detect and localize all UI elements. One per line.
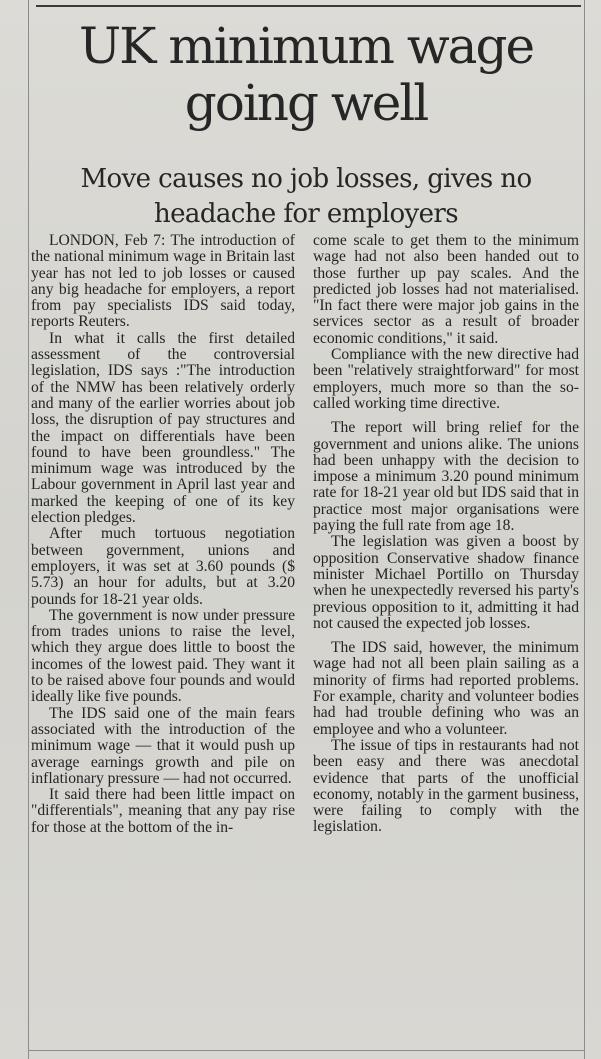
left-column [31, 233, 295, 836]
paragraph: After much tortuous negotiation between government, unions and employers, it was set at 3.60 pounds ($ 5.73) an hour for adults, but at 3.20 pounds for 18-21 year olds. [31, 525, 295, 608]
top-rule [36, 5, 581, 7]
paragraph: The IDS said one of the main fears associated with the introduction of the minimum wage — that it would push up average earnings growth and pile on inflationary pressure — had not occurred. [31, 704, 295, 787]
paragraph: The IDS said, however, the minimum wage had not all been plain sailing as a minority of firms had reported problems. For example, charity and volunteer bodies had had trouble defining who was an employee and who a volunteer. [313, 639, 579, 738]
paragraph: It said there had been little impact on "differentials", meaning that any pay rise for those at the bottom of the in- [31, 786, 295, 836]
paragraph: Compliance with the new directive had been "relatively straightforward" for most employers, much more so than the so-called working time directive. [313, 346, 579, 412]
paragraph: The issue of tips in restaurants had not been easy and there was anecdotal evidence that parts of the unofficial economy, notably in the garment business, were failing to comply with the legislation. [313, 736, 579, 836]
right-border [584, 0, 585, 1059]
paragraph: In what it calls the first detailed assessment of the controversial legislation, IDS says :"The introduction of the NMW has been relatively orderly and many of the earlier worries about job loss, the disruption of pay structures and the impact on differentials have been found to have been groundless." The minimum wage was introduced by the Labour government in April last year and marked the keeping of one of its key election pledges. [31, 329, 295, 527]
headline: UK minimum wage going well [78, 17, 534, 132]
paragraph: LONDON, Feb 7: The introduction of the national minimum wage in Britain last year has not led to job losses or caused any big headache for employers, a report from pay specialists IDS said today, reports Reuters. [31, 232, 295, 331]
bottom-border [29, 1050, 584, 1051]
paragraph: The government is now under pressure from trades unions to raise the level, which they argue does little to boost the incomes of the lowest paid. They want it to be raised above four pounds and would ideally like five pounds. [31, 606, 295, 706]
subheadline: Move causes no job losses, gives no headache for employers [80, 164, 532, 229]
left-border [28, 0, 29, 1059]
paragraph: come scale to get them to the minimum wage had not also been handed out to those further up pay scales. And the predicted job losses had not materialised. "In fact there were major job gains in the services sector as a result of broader economic conditions," it said. [313, 232, 579, 347]
paragraph: The report will bring relief for the government and unions alike. The unions had been unhappy with the decision to impose a minimum 3.20 pound minimum rate for 18-21 year old but IDS said that in practice most major organisations were paying the full rate from age 18. [313, 419, 579, 535]
paragraph: The legislation was given a boost by opposition Conservative shadow finance minister Michael Portillo on Thursday when he unexpectedly reversed his party's previous opposition to it, admitting it had not caused the expected job losses. [313, 533, 579, 632]
right-column [313, 233, 579, 836]
